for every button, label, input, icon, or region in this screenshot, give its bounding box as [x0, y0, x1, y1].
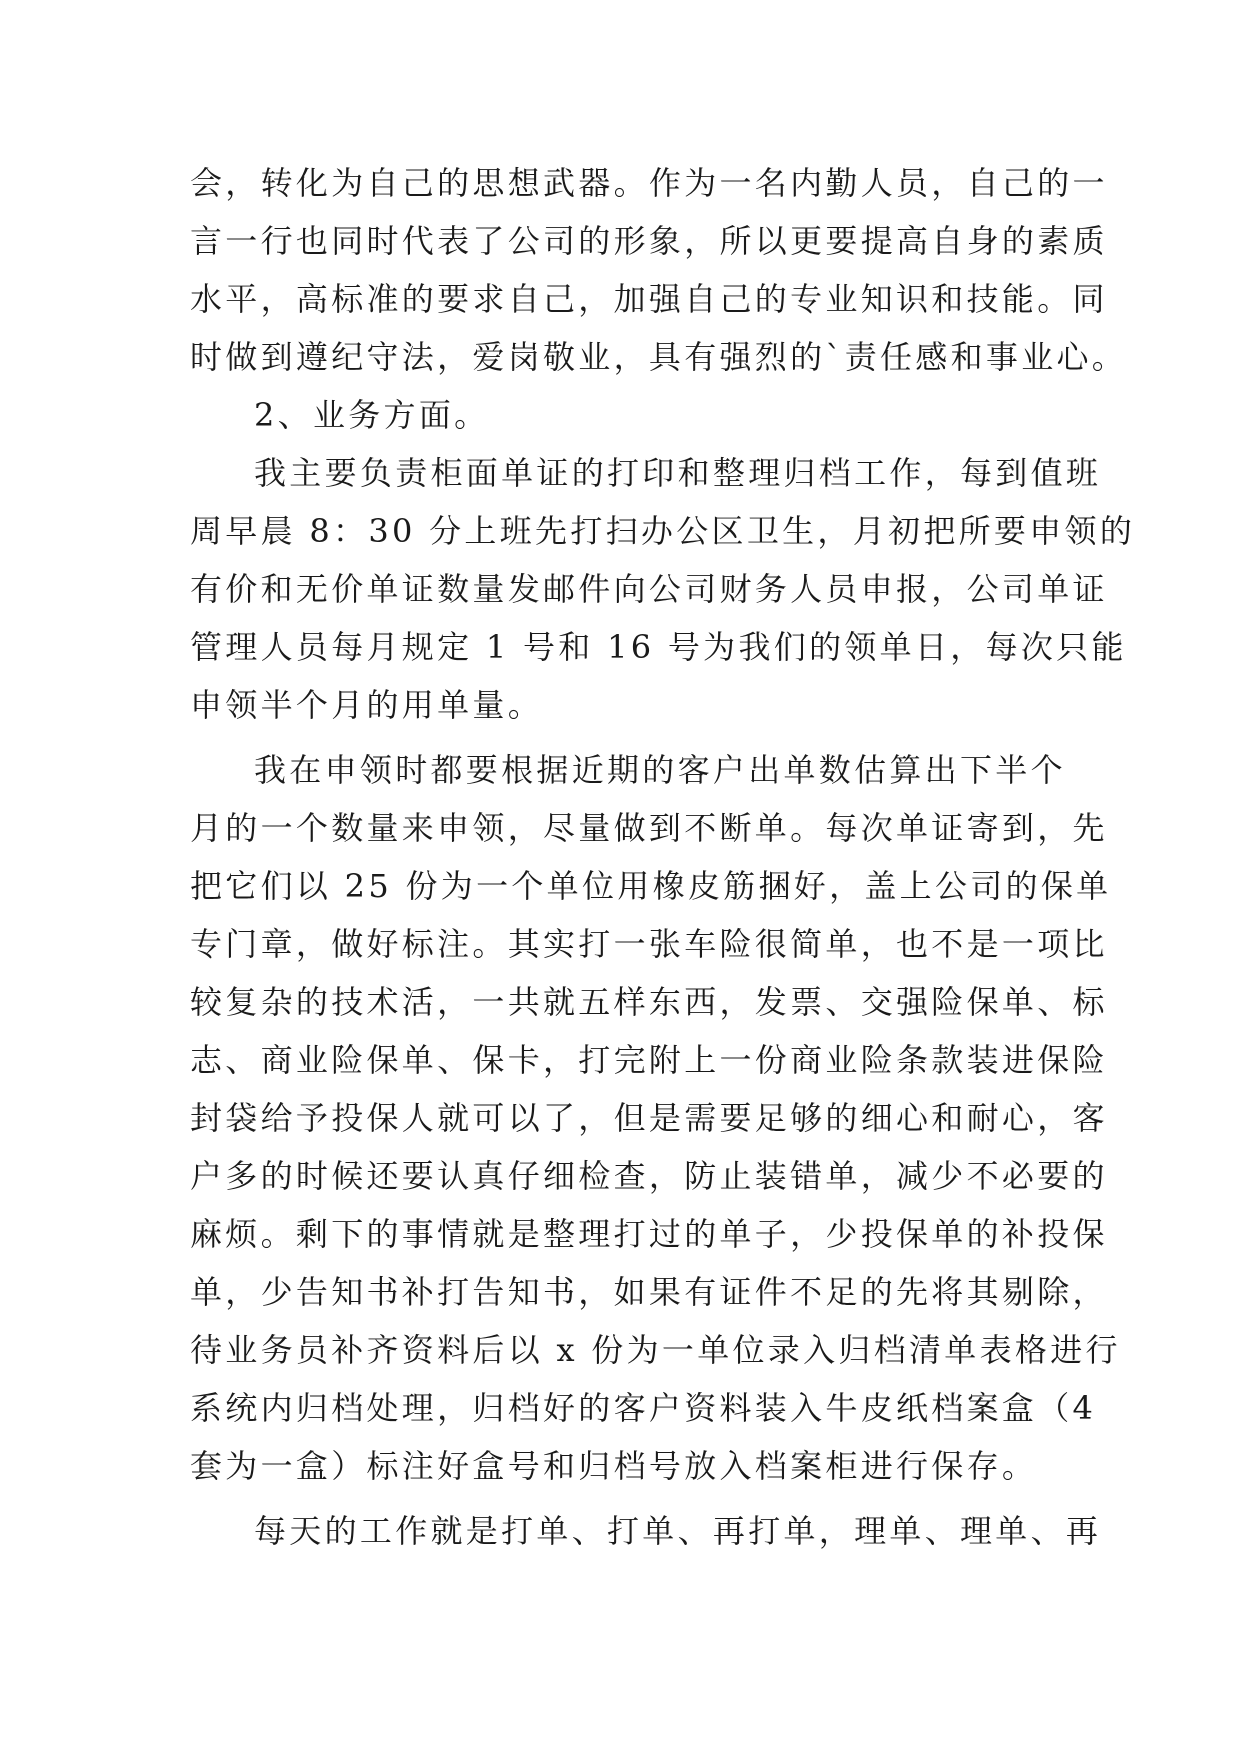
text-line: 有价和无价单证数量发邮件向公司财务人员申报，公司单证 [190, 570, 1108, 608]
text-line: 系统内归档处理，归档好的客户资料装入牛皮纸档案盒（4 [190, 1389, 1097, 1427]
text-line: 周早晨 8：30 分上班先打扫办公区卫生，月初把所要申领的 [190, 512, 1136, 550]
text-line: 待业务员补齐资料后以 x 份为一单位录入归档清单表格进行 [190, 1331, 1121, 1369]
text-line: 管理人员每月规定 1 号和 16 号为我们的领单日，每次只能 [190, 628, 1127, 666]
text-line: 封袋给予投保人就可以了，但是需要足够的细心和耐心，客 [190, 1099, 1108, 1137]
text-line: 会，转化为自己的思想武器。作为一名内勤人员，自己的一 [190, 164, 1108, 202]
text-line: 时做到遵纪守法，爱岗敬业，具有强烈的`责任感和事业心。 [190, 338, 1128, 376]
text-line: 我主要负责柜面单证的打印和整理归档工作，每到值班 [254, 454, 1102, 492]
text-line: 把它们以 25 份为一个单位用橡皮筋捆好，盖上公司的保单 [190, 867, 1112, 905]
text-line: 言一行也同时代表了公司的形象，所以更要提高自身的素质 [190, 222, 1108, 260]
text-line: 月的一个数量来申领，尽量做到不断单。每次单证寄到，先 [190, 809, 1108, 847]
section-heading: 2、业务方面。 [254, 396, 490, 434]
text-line: 麻烦。剩下的事情就是整理打过的单子，少投保单的补投保 [190, 1215, 1108, 1253]
text-line: 水平，高标准的要求自己，加强自己的专业知识和技能。同 [190, 280, 1108, 318]
text-line: 我在申领时都要根据近期的客户出单数估算出下半个 [254, 751, 1066, 789]
text-line: 每天的工作就是打单、打单、再打单，理单、理单、再 [254, 1512, 1102, 1550]
text-line: 套为一盒）标注好盒号和归档号放入档案柜进行保存。 [190, 1447, 1038, 1485]
text-line: 单，少告知书补打告知书，如果有证件不足的先将其剔除， [190, 1273, 1108, 1311]
text-line: 户多的时候还要认真仔细检查，防止装错单，减少不必要的 [190, 1157, 1108, 1195]
text-line: 申领半个月的用单量。 [190, 686, 544, 724]
text-line: 志、商业险保单、保卡，打完附上一份商业险条款装进保险 [190, 1041, 1108, 1079]
text-line: 专门章，做好标注。其实打一张车险很简单，也不是一项比 [190, 925, 1108, 963]
text-line: 较复杂的技术活，一共就五样东西，发票、交强险保单、标 [190, 983, 1108, 1021]
